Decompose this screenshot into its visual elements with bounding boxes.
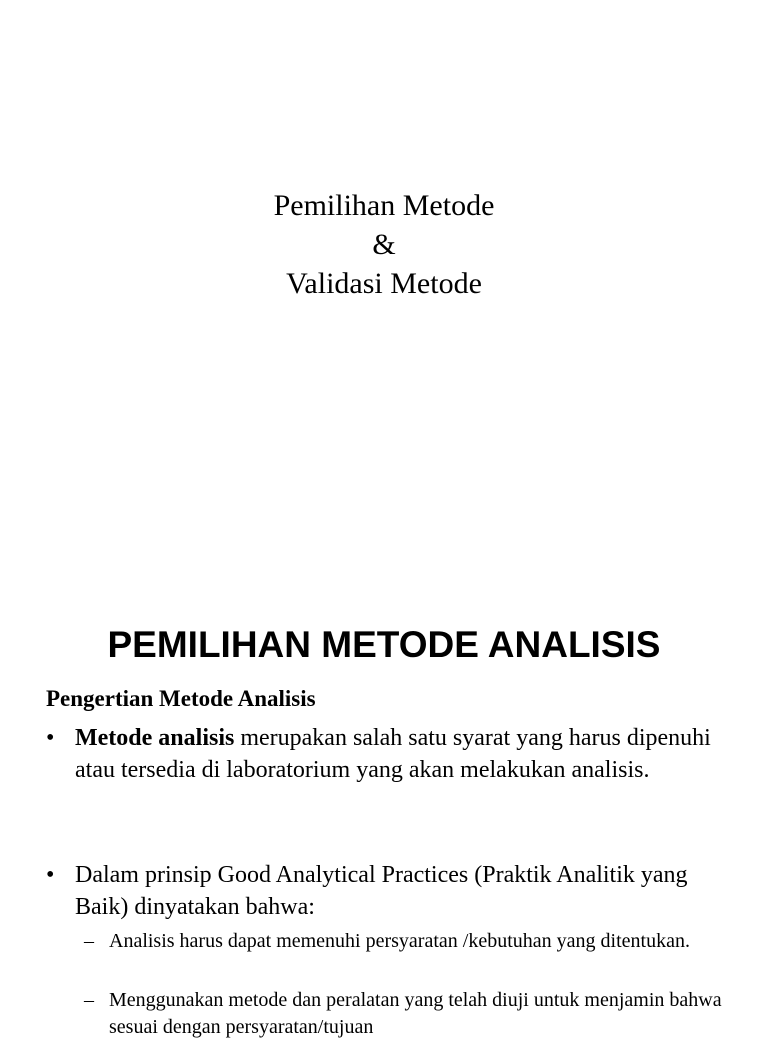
bullet-item bbox=[46, 859, 736, 923]
bullet-item bbox=[46, 722, 736, 786]
bullet-marker: • bbox=[46, 862, 55, 888]
title-line-2: & bbox=[372, 228, 396, 261]
dash-marker: – bbox=[84, 930, 94, 952]
bullet-body: merupakan salah satu syarat yang harus dipenuhi atau tersedia di laboratorium yang akan melakukan analisis. bbox=[75, 725, 711, 783]
bullet-text: Dalam prinsip Good Analytical Practices (Praktik Analitik yang Baik) dinyatakan bahwa: bbox=[75, 862, 688, 920]
sub-bullet-text: Analisis harus dapat memenuhi persyaratan /kebutuhan yang ditentukan. bbox=[109, 930, 690, 952]
sub-bullet-item bbox=[84, 928, 724, 955]
dash-marker: – bbox=[84, 989, 94, 1011]
slide-title bbox=[0, 186, 768, 303]
bullet-bold-term: Metode analisis bbox=[75, 725, 235, 751]
content-slide bbox=[0, 576, 768, 1038]
title-line-3: Validasi Metode bbox=[286, 267, 482, 300]
sub-bullet-item bbox=[84, 987, 724, 1041]
slide-heading: PEMILIHAN METODE ANALISIS bbox=[107, 624, 661, 665]
bullet-marker: • bbox=[46, 725, 55, 751]
title-line-1: Pemilihan Metode bbox=[273, 189, 495, 222]
slide-subheading: Pengertian Metode Analisis bbox=[46, 686, 316, 711]
sub-bullet-text: Menggunakan metode dan peralatan yang telah diuji untuk menjamin bahwa sesuai dengan persyaratan/tujuan bbox=[109, 989, 722, 1038]
bullet-text bbox=[75, 722, 736, 786]
